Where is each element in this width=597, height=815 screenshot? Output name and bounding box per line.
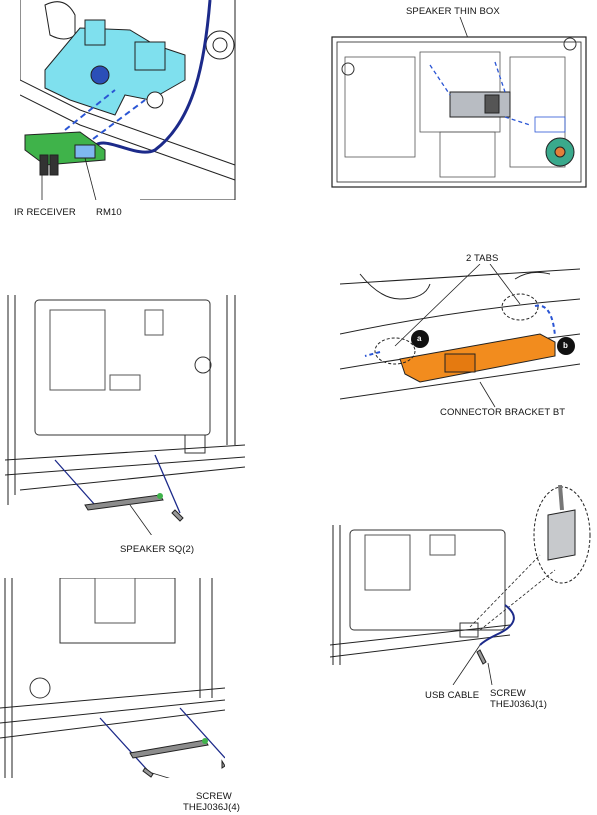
connector-bracket-figure [340, 264, 580, 414]
screw-part-label-speaker: THEJ036J(4) [183, 802, 241, 813]
marker-b-label: b [563, 341, 568, 350]
ir-receiver-drawing [20, 0, 245, 200]
speaker-bar-part [130, 740, 208, 758]
speaker-thin-box-drawing [330, 17, 590, 189]
speaker-thin-box-label: SPEAKER THIN BOX [406, 6, 500, 17]
connector-bracket-drawing [340, 264, 580, 414]
speaker-thin-box-figure [330, 17, 590, 189]
usb-cable-label: USB CABLE [425, 690, 480, 701]
speaker-thin-box [450, 92, 510, 117]
speaker-sq-drawing [5, 295, 245, 535]
speaker-sq-figure [5, 295, 245, 535]
screw-part-label-usb: THEJ036J(1) [490, 699, 548, 710]
rm10-label: RM10 [96, 207, 122, 218]
ir-receiver-label: IR RECEIVER [14, 207, 76, 218]
usb-cable-drawing [330, 485, 592, 685]
ir-receiver-figure [20, 0, 245, 200]
marker-a-label: a [417, 334, 422, 343]
two-tabs-label: 2 TABS [466, 253, 499, 264]
speaker-sq-part [85, 495, 163, 510]
usb-cable-figure [330, 485, 592, 685]
ir-holder-bracket [45, 28, 185, 115]
speaker-screw-drawing [0, 578, 225, 778]
speaker-screw-figure [0, 578, 225, 778]
screw-label-usb: SCREW [490, 688, 526, 699]
connector-bracket-label: CONNECTOR BRACKET BT [440, 407, 566, 418]
speaker-sq-label: SPEAKER SQ(2) [120, 544, 195, 555]
usb-connector [548, 510, 575, 560]
screw-label-speaker: SCREW [196, 791, 232, 802]
